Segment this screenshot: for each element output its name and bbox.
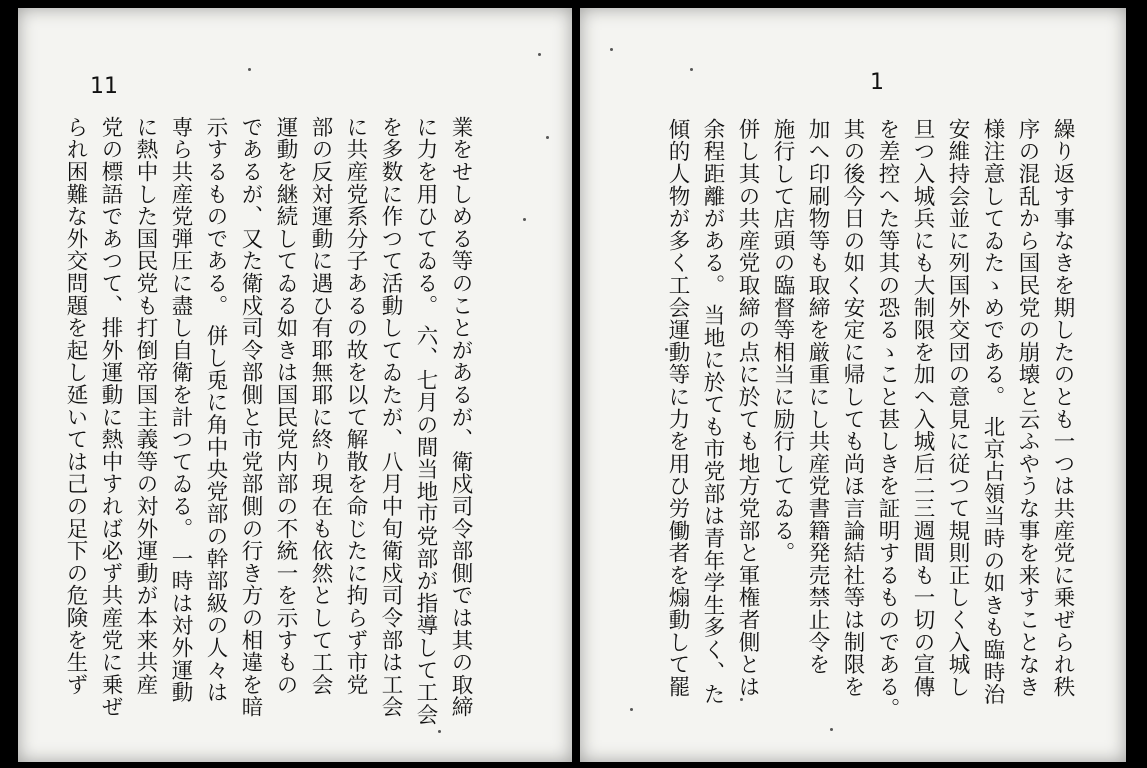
text-line: 併し其の共産党取締の点に於ても地方党部と軍権者側とは (735, 118, 760, 698)
text-line: 安維持会並に列国外交団の意見に従つて規則正しく入城し (945, 118, 970, 698)
text-line: 加へ印刷物等も取締を厳重にし共産党書籍発売禁止令を (805, 118, 830, 676)
scan-speck (523, 218, 526, 221)
text-line: られ困難な外交問題を起し延いては己の足下の危険を生ず (63, 116, 88, 696)
text-line: に共産党系分子あるの故を以て解散を命じたに拘らず市党 (343, 116, 368, 696)
text-line: 運動を継続してゐる如きは国民党内部の不統一を示すもの (273, 116, 298, 696)
text-line: を差控へた等其の恐るゝこと甚しきを証明するものである。 (875, 118, 900, 721)
text-line: 施行して店頭の臨督等相当に励行してゐる。 (770, 118, 795, 564)
text-line: であるが、又た衛戍司令部側と市党部側の行き方の相違を暗 (238, 116, 263, 719)
text-line: 部の反対運動に遇ひ有耶無耶に終り現在も依然として工会 (308, 116, 333, 696)
text-line: 其の後今日の如く安定に帰しても尚ほ言論結社等は制限を (840, 118, 865, 698)
text-line: 序の混乱から国民党の崩壊と云ふやうな事を来すことなき (1015, 118, 1040, 698)
text-line: 余程距離がある。 当地に於ても市党部は青年学生多く、た (700, 118, 725, 706)
text-line: 業をせしめる等のことがあるが、衛戍司令部側では其の取締 (448, 116, 473, 719)
page-number: 11 (90, 74, 118, 99)
scan-speck (538, 53, 541, 56)
text-line: 様注意してゐたゝめである。 北京占領当時の如きも臨時治 (980, 118, 1005, 706)
text-line: に力を用ひてゐる。 六、七月の間当地市党部が指導して工会 (413, 116, 438, 726)
text-line: 傾的人物が多く工会運動等に力を用ひ労働者を煽動して罷 (665, 118, 690, 698)
scan-speck (546, 136, 549, 139)
text-line: 専ら共産党弾圧に盡し自衛を計つてゐる。 一時は対外運動 (168, 116, 193, 704)
text-line: 示するものである。 併し兎に角中央党部の幹部級の人々は (203, 116, 228, 704)
scan-speck (830, 728, 833, 731)
left-page (18, 8, 572, 762)
scan-speck (630, 708, 633, 711)
text-line: 党の標語であつて、排外運動に熱中すれば必ず共産党に乗ぜ (98, 116, 123, 719)
text-line: に熱中した国民党も打倒帝国主義等の対外運動が本来共産 (133, 116, 158, 696)
page-number: 1 (870, 70, 884, 95)
right-page (580, 8, 1126, 762)
scan-speck (610, 48, 613, 51)
text-line: を多数に作つて活動してゐたが、八月中旬衛戍司令部は工会 (378, 116, 403, 719)
scan-speck (438, 730, 441, 733)
scan-speck (248, 68, 251, 71)
scan-speck (690, 68, 693, 71)
body-text (660, 118, 1080, 728)
body-text (58, 116, 478, 726)
text-line: 旦つ入城兵にも大制限を加へ入城后二三週間も一切の宣傳 (910, 118, 935, 698)
text-line: 繰り返す事なきを期したのとも一つは共産党に乗ぜられ秩 (1050, 118, 1075, 698)
